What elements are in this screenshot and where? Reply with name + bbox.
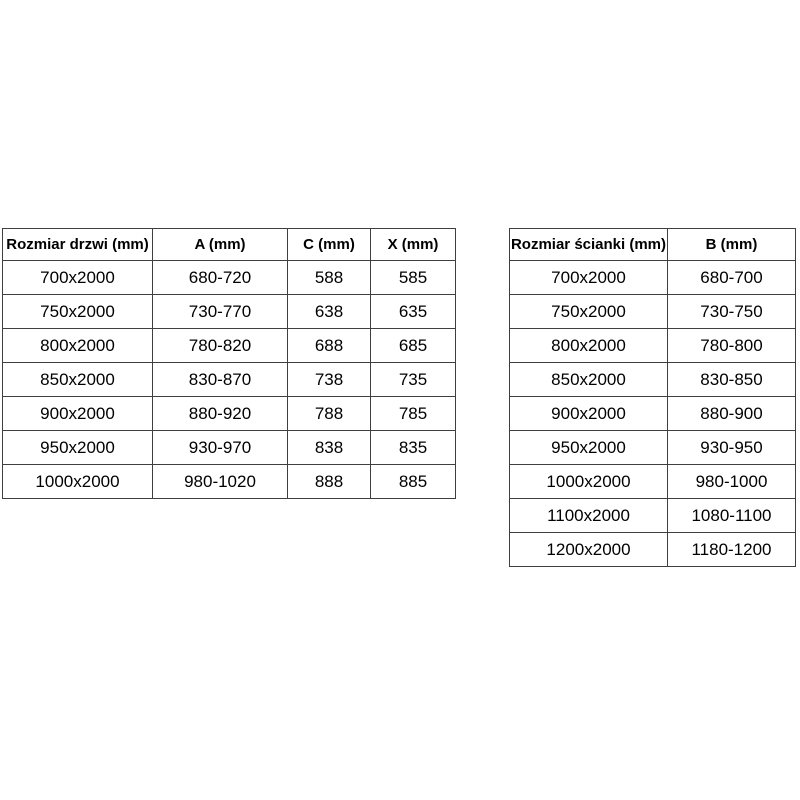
- table-cell: 880-920: [153, 397, 288, 431]
- table-cell: 1000x2000: [3, 465, 153, 499]
- table-row: [510, 295, 796, 329]
- table-cell: 930-970: [153, 431, 288, 465]
- table-cell: 585: [371, 261, 456, 295]
- wall-size-table-body: [510, 261, 796, 567]
- wall-size-table-container: [509, 228, 795, 567]
- table-cell: 785: [371, 397, 456, 431]
- table-cell: 735: [371, 363, 456, 397]
- table-cell: 950x2000: [3, 431, 153, 465]
- door-size-table-container: [2, 228, 455, 499]
- table-cell: 730-750: [668, 295, 796, 329]
- table-cell: 850x2000: [510, 363, 668, 397]
- table-cell: 1180-1200: [668, 533, 796, 567]
- table-cell: 838: [288, 431, 371, 465]
- table-row: [3, 295, 456, 329]
- header-cell: B (mm): [668, 229, 796, 261]
- table-cell: 830-850: [668, 363, 796, 397]
- table-row: [3, 363, 456, 397]
- table-row: [3, 329, 456, 363]
- table-cell: 588: [288, 261, 371, 295]
- table-row: [510, 533, 796, 567]
- table-row: [3, 465, 456, 499]
- table-row: [510, 431, 796, 465]
- table-cell: 680-720: [153, 261, 288, 295]
- door-size-table-body: [3, 261, 456, 499]
- table-cell: 685: [371, 329, 456, 363]
- table-row: [510, 329, 796, 363]
- table-cell: 788: [288, 397, 371, 431]
- door-size-table-header: [3, 229, 456, 261]
- table-cell: 635: [371, 295, 456, 329]
- table-cell: 835: [371, 431, 456, 465]
- table-cell: 750x2000: [3, 295, 153, 329]
- table-cell: 850x2000: [3, 363, 153, 397]
- table-cell: 930-950: [668, 431, 796, 465]
- table-cell: 830-870: [153, 363, 288, 397]
- table-cell: 900x2000: [510, 397, 668, 431]
- table-row: [510, 363, 796, 397]
- table-cell: 700x2000: [510, 261, 668, 295]
- table-cell: 980-1000: [668, 465, 796, 499]
- header-cell: Rozmiar drzwi (mm): [3, 229, 153, 261]
- table-row: [3, 397, 456, 431]
- table-cell: 780-820: [153, 329, 288, 363]
- table-cell: 638: [288, 295, 371, 329]
- header-cell: Rozmiar ścianki (mm): [510, 229, 668, 261]
- table-cell: 680-700: [668, 261, 796, 295]
- table-header-row: [3, 229, 456, 261]
- header-cell: X (mm): [371, 229, 456, 261]
- table-row: [510, 499, 796, 533]
- table-cell: 1080-1100: [668, 499, 796, 533]
- table-row: [510, 465, 796, 499]
- wall-size-table: [509, 228, 796, 567]
- table-cell: 1000x2000: [510, 465, 668, 499]
- table-cell: 1100x2000: [510, 499, 668, 533]
- table-cell: 688: [288, 329, 371, 363]
- table-cell: 900x2000: [3, 397, 153, 431]
- table-row: [510, 397, 796, 431]
- header-cell: A (mm): [153, 229, 288, 261]
- table-cell: 780-800: [668, 329, 796, 363]
- table-cell: 738: [288, 363, 371, 397]
- table-row: [510, 261, 796, 295]
- table-cell: 800x2000: [3, 329, 153, 363]
- header-cell: C (mm): [288, 229, 371, 261]
- table-cell: 880-900: [668, 397, 796, 431]
- table-cell: 980-1020: [153, 465, 288, 499]
- table-cell: 800x2000: [510, 329, 668, 363]
- table-cell: 950x2000: [510, 431, 668, 465]
- table-cell: 885: [371, 465, 456, 499]
- table-row: [3, 261, 456, 295]
- table-row: [3, 431, 456, 465]
- table-header-row: [510, 229, 796, 261]
- table-cell: 750x2000: [510, 295, 668, 329]
- table-cell: 700x2000: [3, 261, 153, 295]
- table-cell: 730-770: [153, 295, 288, 329]
- table-cell: 888: [288, 465, 371, 499]
- door-size-table: [2, 228, 456, 499]
- wall-size-table-header: [510, 229, 796, 261]
- table-cell: 1200x2000: [510, 533, 668, 567]
